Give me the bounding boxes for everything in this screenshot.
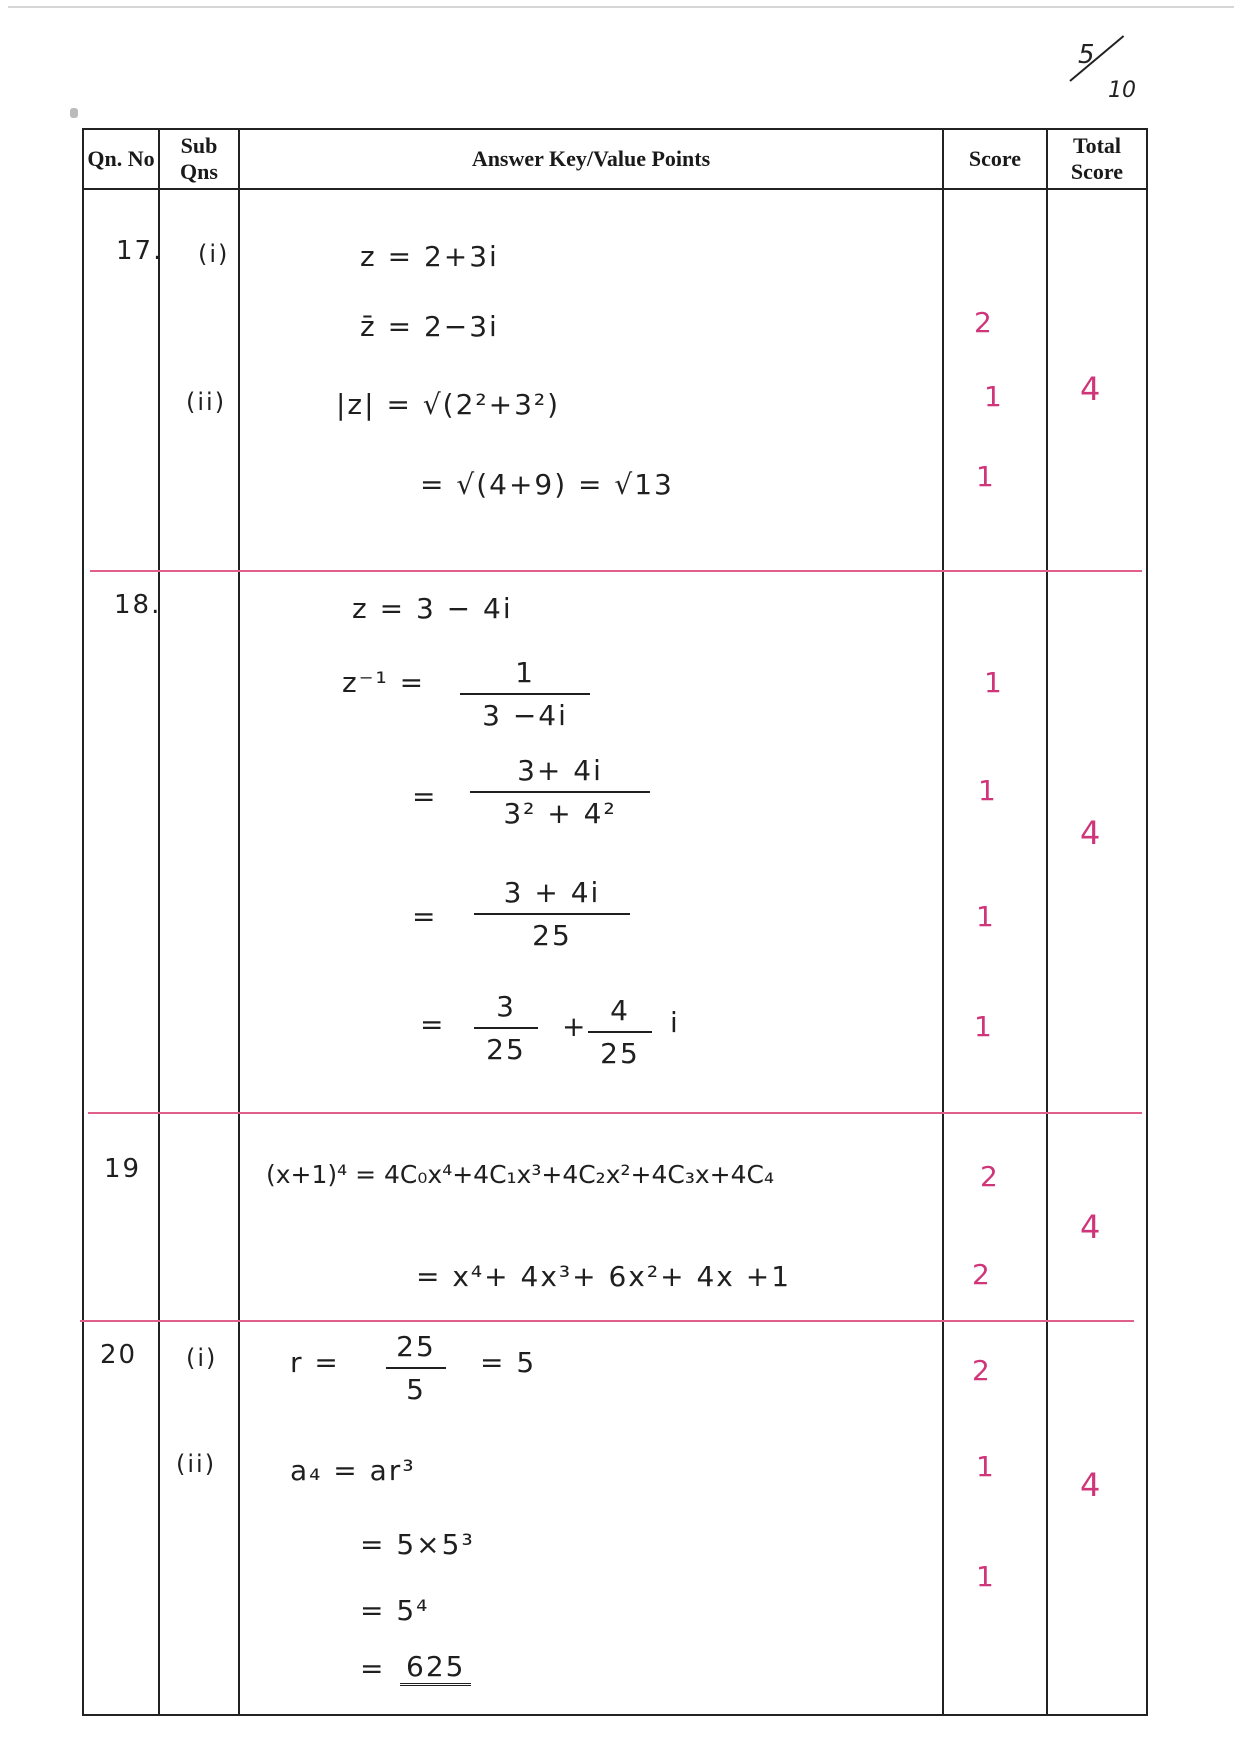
sub-question: (ii)	[176, 1450, 217, 1478]
fraction	[474, 990, 538, 1066]
final-answer: 625	[400, 1650, 471, 1686]
fraction-numerator: 4	[610, 994, 630, 1027]
header-qn-no: Qn. No	[87, 146, 155, 171]
score-mark: 1	[976, 1560, 996, 1593]
fraction	[474, 876, 630, 952]
fraction-denominator: 25	[486, 1033, 526, 1066]
fraction-denominator: 3 −4i	[482, 699, 568, 732]
equals-sign: =	[360, 1652, 386, 1685]
header-score: Score	[968, 146, 1022, 171]
fraction	[470, 754, 650, 830]
fraction	[386, 1330, 446, 1406]
fraction	[588, 994, 652, 1070]
answer-line: z = 3 − 4i	[352, 592, 513, 625]
answer-line: = √(4+9) = √13	[420, 468, 674, 501]
fraction-bar	[474, 1027, 538, 1029]
score-mark: 1	[976, 900, 996, 933]
fraction	[460, 656, 590, 732]
sub-question: (i)	[186, 1344, 218, 1372]
page-score-numerator: 5	[1078, 40, 1095, 70]
total-score-mark: 4	[1080, 814, 1103, 852]
header-answer-key: Answer Key/Value Points	[471, 146, 711, 171]
fraction-numerator: 3	[496, 990, 516, 1023]
score-mark: 1	[984, 380, 1004, 413]
answer-rhs: = 5	[480, 1346, 537, 1379]
question-number: 19	[104, 1154, 142, 1184]
answer-line: = 5×5³	[360, 1528, 475, 1561]
total-score-mark: 4	[1080, 1208, 1103, 1246]
col-divider	[1046, 130, 1048, 1714]
equals-sign: =	[412, 900, 438, 933]
page-score	[1060, 40, 1170, 120]
question-number: 20	[100, 1340, 138, 1370]
col-divider	[158, 130, 160, 1714]
equals-sign: =	[412, 780, 438, 813]
answer-line: = x⁴+ 4x³+ 6x²+ 4x +1	[416, 1260, 792, 1293]
equals-sign: =	[420, 1008, 446, 1041]
score-mark: 2	[974, 306, 994, 339]
score-mark: 1	[978, 774, 998, 807]
answer-lhs: r =	[290, 1346, 340, 1379]
fraction-numerator: 1	[515, 656, 535, 689]
question-number: 18.	[114, 590, 162, 620]
answer-line: = 5⁴	[360, 1594, 430, 1627]
fraction-bar	[470, 791, 650, 793]
answer-lhs: z⁻¹ =	[342, 666, 426, 699]
col-divider	[238, 130, 240, 1714]
fraction-numerator: 3 + 4i	[503, 876, 601, 909]
scan-mark	[70, 108, 78, 118]
row-separator	[90, 570, 1142, 572]
header-sub-qns: Sub Qns	[180, 133, 218, 184]
score-mark: 1	[976, 1450, 996, 1483]
fraction-denominator: 5	[406, 1373, 426, 1406]
answer-line: z = 2+3i	[360, 240, 499, 273]
page-score-denominator: 10	[1108, 78, 1136, 103]
fraction-bar	[474, 913, 630, 915]
fraction-numerator: 25	[396, 1330, 436, 1363]
fraction-bar	[386, 1367, 446, 1369]
fraction-denominator: 3² + 4²	[503, 797, 617, 830]
score-mark: 2	[972, 1258, 992, 1291]
sub-question: (ii)	[186, 388, 227, 416]
header-total-score: Total Score	[1070, 133, 1124, 184]
col-divider	[942, 130, 944, 1714]
sub-question: (i)	[198, 240, 230, 268]
score-mark: 1	[984, 666, 1004, 699]
header-divider	[84, 188, 1146, 190]
fraction-bar	[460, 693, 590, 695]
question-number: 17.	[116, 236, 164, 266]
fraction-denominator: 25	[532, 919, 572, 952]
score-mark: 2	[972, 1354, 992, 1387]
score-mark: 1	[974, 1010, 994, 1043]
page-top-border	[8, 6, 1234, 8]
total-score-mark: 4	[1080, 1466, 1103, 1504]
plus-sign: +	[562, 1010, 588, 1043]
answer-line: |z| = √(2²+3²)	[336, 388, 561, 421]
answer-line: (x+1)⁴ = 4C₀x⁴+4C₁x³+4C₂x²+4C₃x+4C₄	[266, 1160, 774, 1189]
score-mark: 1	[976, 460, 996, 493]
row-separator	[80, 1320, 1134, 1322]
fraction-bar	[588, 1031, 652, 1033]
answer-line: a₄ = ar³	[290, 1454, 416, 1487]
row-separator	[88, 1112, 1142, 1114]
score-mark: 2	[980, 1160, 1000, 1193]
fraction-numerator: 3+ 4i	[517, 754, 603, 787]
imaginary-unit: i	[670, 1006, 680, 1039]
fraction-denominator: 25	[600, 1037, 640, 1070]
answer-line: z̄ = 2−3i	[360, 310, 499, 343]
total-score-mark: 4	[1080, 370, 1103, 408]
